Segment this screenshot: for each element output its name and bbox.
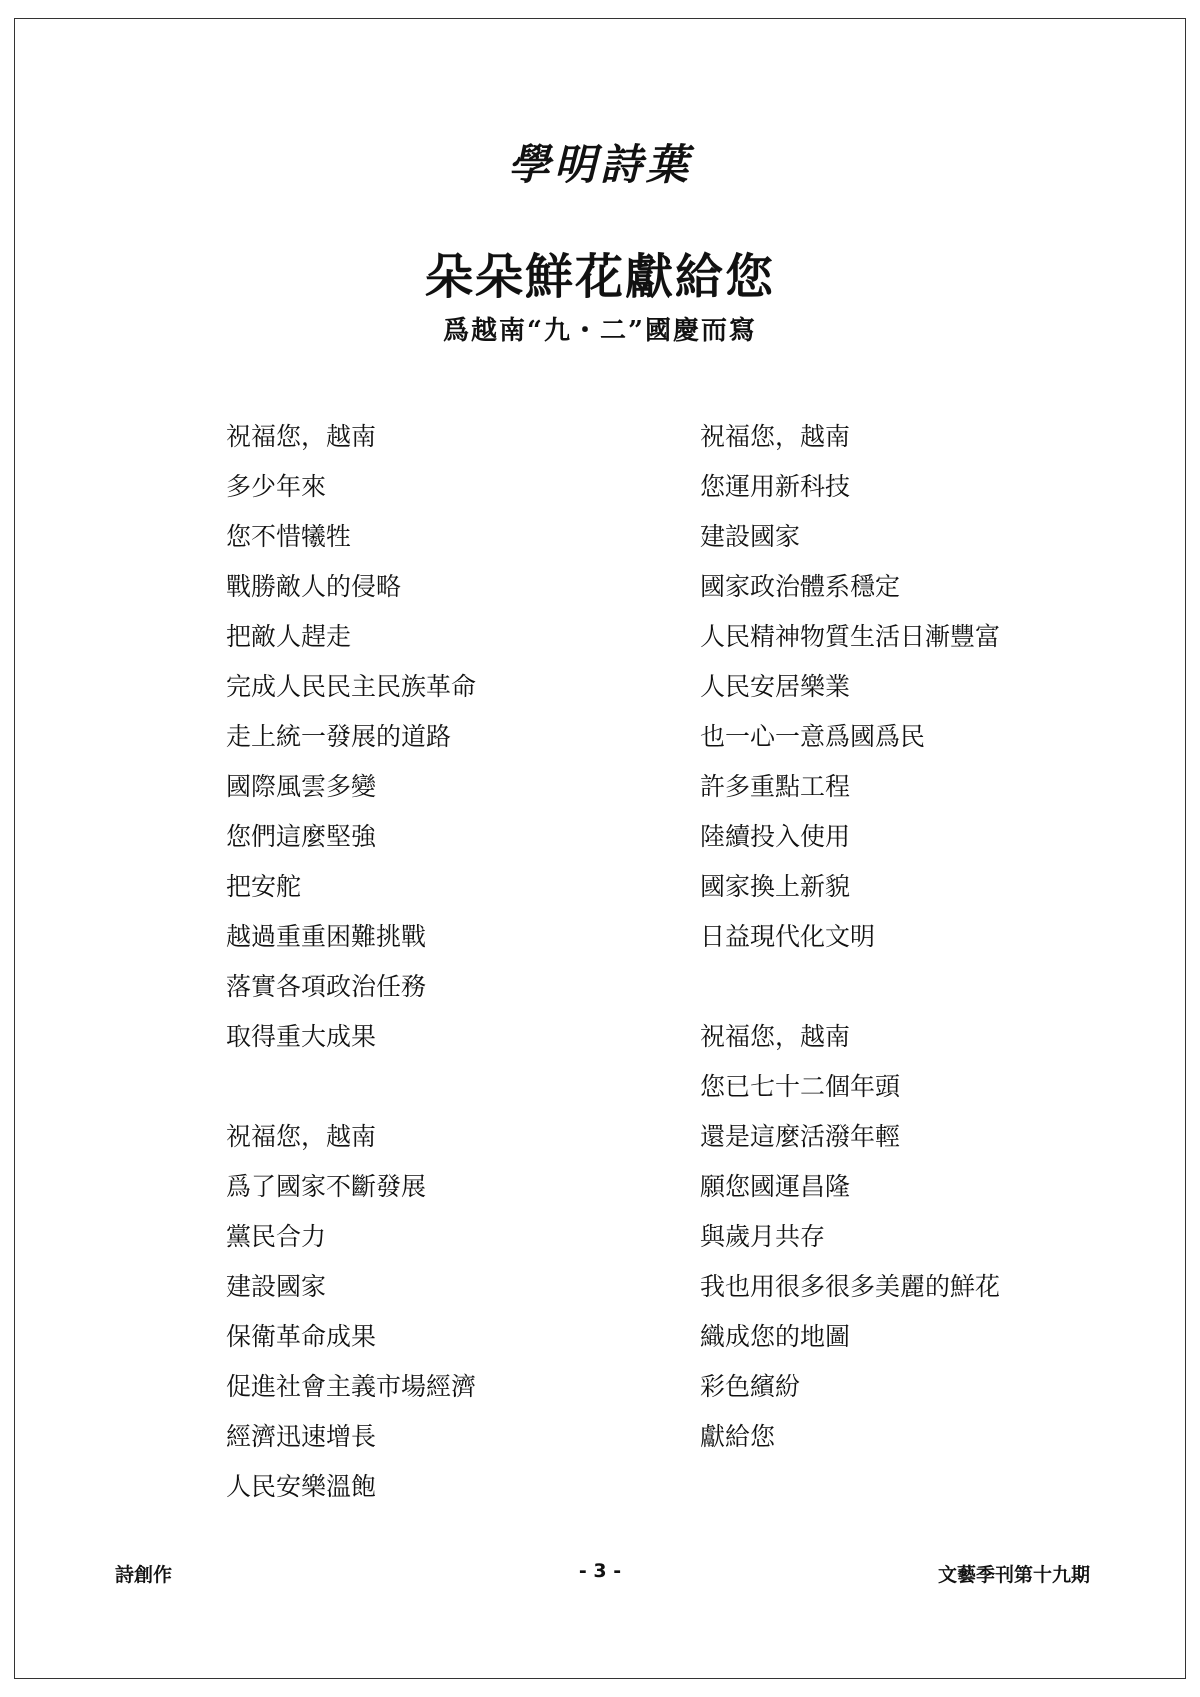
poem-line: 走上統一發展的道路	[226, 722, 452, 751]
poem-line: 祝福您，越南	[700, 422, 851, 451]
poem-line: 建設國家	[226, 1272, 327, 1301]
poem-line: 完成人民民主民族革命	[226, 672, 477, 701]
author-name: 學明詩葉	[507, 140, 692, 189]
poem-line: 彩色繽紛	[700, 1372, 801, 1401]
poem-left-column	[226, 412, 476, 1512]
poem-line: 人民安居樂業	[700, 672, 851, 701]
poem-line: 國家政治體系穩定	[700, 572, 901, 601]
poem-line: 您不惜犧牲	[226, 522, 352, 551]
poem-line: 多少年來	[226, 472, 327, 501]
poem-line: 許多重點工程	[700, 772, 851, 801]
poem-line: 您已七十二個年頭	[700, 1072, 901, 1101]
poem-line: 我也用很多很多美麗的鮮花	[700, 1272, 1001, 1301]
poem-right-column	[700, 412, 1000, 1462]
poem-line: 與歲月共存	[700, 1222, 826, 1251]
poem-line: 人民精神物質生活日漸豐富	[700, 622, 1001, 651]
poem-line: 建設國家	[700, 522, 801, 551]
footer-publication: 文藝季刊第十九期	[937, 1564, 1090, 1586]
poem-line: 祝福您，越南	[226, 1122, 377, 1151]
poem-line: 落實各項政治任務	[226, 972, 427, 1001]
poem-subtitle: 爲越南“九・二”國慶而寫	[443, 316, 757, 346]
footer-section: 詩創作	[115, 1564, 173, 1586]
poem-line: 取得重大成果	[226, 1022, 377, 1051]
poem-line	[226, 1062, 476, 1112]
poem-line: 織成您的地圖	[700, 1322, 851, 1351]
poem-line	[700, 962, 1000, 1012]
poem-line: 爲了國家不斷發展	[226, 1172, 427, 1201]
page-number: - 3 -	[578, 1560, 622, 1582]
poem-line: 戰勝敵人的侵略	[226, 572, 402, 601]
poem-line: 獻給您	[700, 1422, 776, 1451]
poem-line: 國際風雲多變	[226, 772, 377, 801]
poem-line: 經濟迅速增長	[226, 1422, 377, 1451]
poem-line: 祝福您，越南	[700, 1022, 851, 1051]
poem-title: 朵朵鮮花獻給您	[424, 249, 775, 305]
poem-line: 祝福您，越南	[226, 422, 377, 451]
poem-line: 保衛革命成果	[226, 1322, 377, 1351]
poem-line: 黨民合力	[226, 1222, 327, 1251]
poem-line: 日益現代化文明	[700, 922, 876, 951]
poem-line: 也一心一意爲國爲民	[700, 722, 926, 751]
poem-line: 人民安樂溫飽	[226, 1472, 377, 1501]
poem-line: 還是這麼活潑年輕	[700, 1122, 901, 1151]
poem-line: 促進社會主義市場經濟	[226, 1372, 477, 1401]
poem-line: 把安舵	[226, 872, 302, 901]
poem-line: 願您國運昌隆	[700, 1172, 851, 1201]
poem-line: 陸續投入使用	[700, 822, 851, 851]
poem-line: 國家換上新貌	[700, 872, 851, 901]
poem-line: 把敵人趕走	[226, 622, 352, 651]
poem-line: 越過重重困難挑戰	[226, 922, 427, 951]
poem-line: 您們這麼堅強	[226, 822, 377, 851]
poem-line: 您運用新科技	[700, 472, 851, 501]
